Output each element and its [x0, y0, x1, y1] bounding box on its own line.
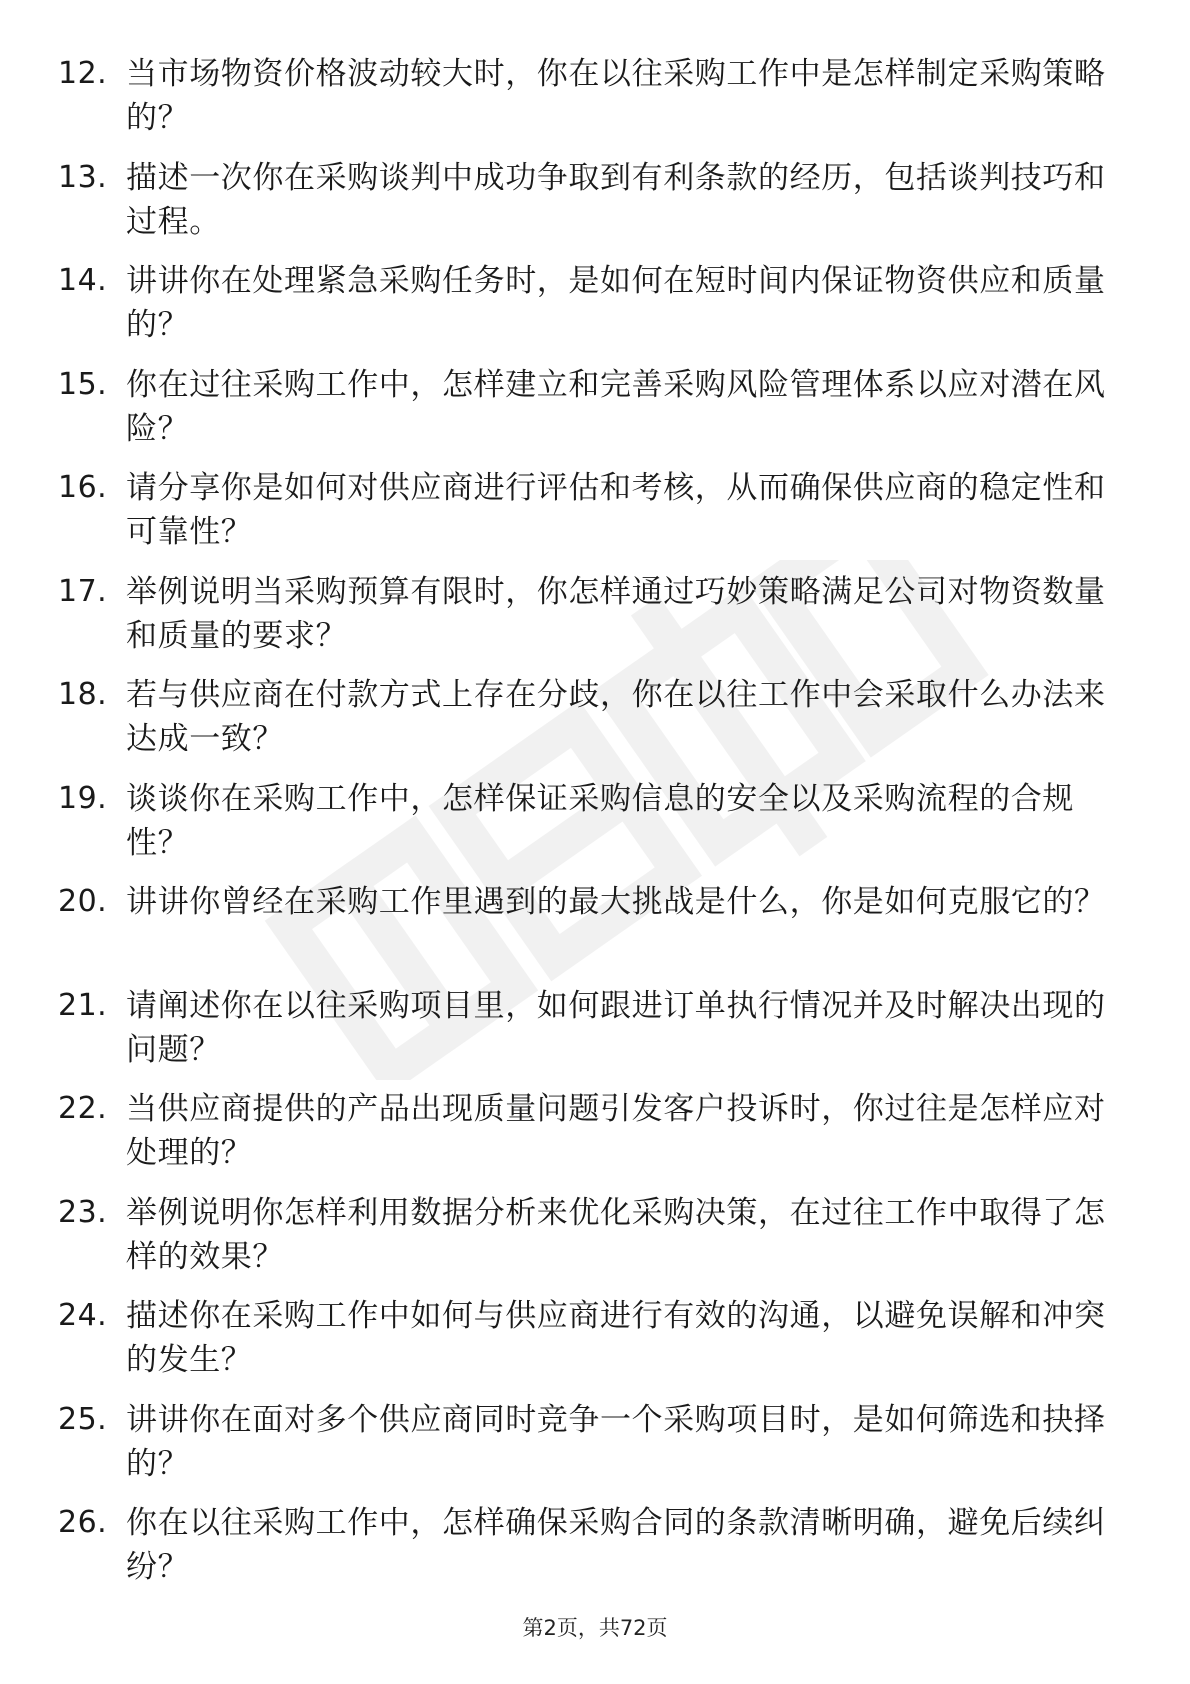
question-list [58, 52, 1118, 1605]
question-text: 若与供应商在付款方式上存在分歧，你在以往工作中会采取什么办法来达成一致？ [126, 677, 1106, 757]
list-item [58, 777, 1118, 881]
question-number: 24. [58, 1298, 108, 1333]
question-number: 18. [58, 677, 108, 712]
question-text: 讲讲你在处理紧急采购任务时，是如何在短时间内保证物资供应和质量的？ [126, 263, 1106, 343]
list-item [58, 570, 1118, 674]
question-number: 19. [58, 780, 108, 816]
list-item [58, 363, 1118, 467]
question-number: 25. [58, 1401, 108, 1437]
list-item [58, 984, 1118, 1088]
list-item [58, 673, 1118, 777]
question-text: 你在以往采购工作中，怎样确保采购合同的条款清晰明确，避免后续纠纷？ [126, 1505, 1106, 1585]
list-item [58, 1087, 1118, 1191]
question-number: 15. [58, 366, 108, 402]
page-footer: 第2页，共72页 [522, 1616, 668, 1640]
question-text: 当供应商提供的产品出现质量问题引发客户投诉时，你过往是怎样应对处理的？ [126, 1091, 1106, 1171]
question-number: 16. [58, 470, 108, 505]
list-item [58, 466, 1118, 570]
question-number: 26. [58, 1505, 108, 1540]
list-item [58, 1398, 1118, 1502]
question-number: 13. [58, 159, 108, 195]
list-item [58, 259, 1118, 363]
list-item [58, 880, 1118, 984]
question-text: 当市场物资价格波动较大时，你在以往采购工作中是怎样制定采购策略的？ [126, 56, 1106, 136]
question-number: 20. [58, 884, 108, 919]
question-text: 举例说明当采购预算有限时，你怎样通过巧妙策略满足公司对物资数量和质量的要求？ [126, 573, 1106, 654]
list-item [58, 1501, 1118, 1605]
list-item [58, 1294, 1118, 1398]
question-number: 22. [58, 1091, 108, 1126]
question-number: 12. [58, 56, 108, 91]
question-text: 谈谈你在采购工作中，怎样保证采购信息的安全以及采购流程的合规性？ [126, 780, 1074, 861]
question-text: 讲讲你曾经在采购工作里遇到的最大挑战是什么，你是如何克服它的？ [126, 884, 1106, 920]
question-text: 举例说明你怎样利用数据分析来优化采购决策，在过往工作中取得了怎样的效果？ [126, 1194, 1106, 1275]
question-text: 讲讲你在面对多个供应商同时竞争一个采购项目时，是如何筛选和抉择的？ [126, 1401, 1106, 1482]
question-number: 21. [58, 987, 108, 1023]
question-text: 描述一次你在采购谈判中成功争取到有利条款的经历，包括谈判技巧和过程。 [126, 159, 1106, 240]
question-number: 23. [58, 1194, 108, 1230]
question-number: 14. [58, 263, 108, 298]
list-item [58, 1191, 1118, 1295]
question-text: 请分享你是如何对供应商进行评估和考核，从而确保供应商的稳定性和可靠性？ [126, 470, 1106, 550]
list-item [58, 52, 1118, 156]
question-text: 你在过往采购工作中，怎样建立和完善采购风险管理体系以应对潜在风险？ [126, 366, 1106, 447]
question-number: 17. [58, 573, 108, 609]
list-item [58, 156, 1118, 260]
question-text: 请阐述你在以往采购项目里，如何跟进订单执行情况并及时解决出现的问题？ [126, 987, 1106, 1068]
question-text: 描述你在采购工作中如何与供应商进行有效的沟通，以避免误解和冲突的发生？ [126, 1298, 1106, 1378]
